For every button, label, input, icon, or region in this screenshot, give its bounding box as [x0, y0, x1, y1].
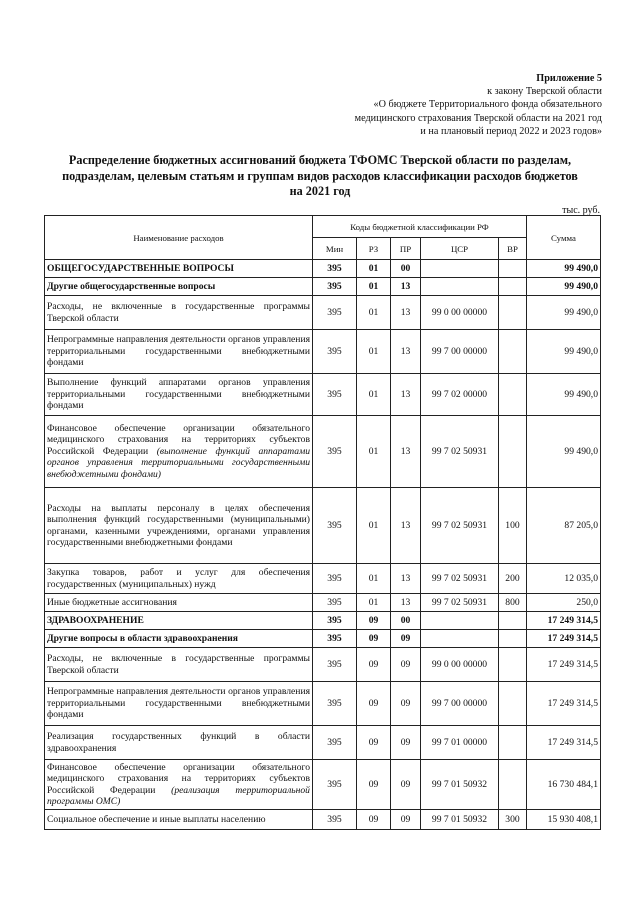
- table-row: [45, 296, 601, 330]
- cell-min: 395: [313, 260, 357, 278]
- cell-pr: 09: [391, 726, 421, 760]
- cell-min: 395: [313, 564, 357, 594]
- table-row: [45, 260, 601, 278]
- cell-name: [45, 296, 313, 330]
- cell-rz: 01: [357, 564, 391, 594]
- cell-min: 395: [313, 682, 357, 726]
- row-name-text: Социальное обеспечение и иные выплаты населению: [47, 813, 266, 825]
- cell-csr: 99 7 01 50932: [421, 810, 499, 830]
- units-label: тыс. руб.: [562, 205, 600, 216]
- cell-min: 395: [313, 612, 357, 630]
- cell-csr: 99 7 00 00000: [421, 330, 499, 374]
- cell-min: 395: [313, 488, 357, 564]
- table-row: [45, 810, 601, 830]
- cell-pr: 09: [391, 810, 421, 830]
- header-rz: РЗ: [357, 238, 391, 260]
- cell-pr: 13: [391, 278, 421, 296]
- table-row: [45, 278, 601, 296]
- header-vr: ВР: [499, 238, 527, 260]
- cell-rz: 09: [357, 630, 391, 648]
- header-sum: Сумма: [527, 216, 601, 260]
- row-name-text: Непрограммные направления деятельности органов управления территориальными государственными внебюджетными фондами: [47, 686, 310, 721]
- row-name-text: Другие вопросы в области здравоохранения: [47, 632, 238, 644]
- cell-vr: [499, 726, 527, 760]
- cell-min: 395: [313, 810, 357, 830]
- cell-sum: 12 035,0: [527, 564, 601, 594]
- row-name-text: Финансовое обеспечение организации обязательного медицинского страхования на территориях субъектов Российской Федерации: [47, 761, 310, 796]
- cell-sum: 99 490,0: [527, 374, 601, 416]
- table-row: [45, 374, 601, 416]
- cell-min: 395: [313, 648, 357, 682]
- row-name-text: Расходы, не включенные в государственные программы Тверской области: [47, 301, 310, 324]
- cell-csr: 99 7 02 50931: [421, 488, 499, 564]
- table-row: [45, 564, 601, 594]
- table-row: [45, 630, 601, 648]
- cell-vr: [499, 374, 527, 416]
- cell-vr: [499, 682, 527, 726]
- row-name-text: ЗДРАВООХРАНЕНИЕ: [47, 614, 144, 626]
- cell-sum: 17 249 314,5: [527, 682, 601, 726]
- cell-csr: 99 7 02 00000: [421, 374, 499, 416]
- cell-sum: 17 249 314,5: [527, 648, 601, 682]
- table-row: [45, 416, 601, 488]
- cell-csr: 99 0 00 00000: [421, 648, 499, 682]
- cell-sum: 87 205,0: [527, 488, 601, 564]
- cell-vr: 300: [499, 810, 527, 830]
- appendix-line: «О бюджете Территориального фонда обязательного: [373, 99, 602, 111]
- cell-rz: 01: [357, 374, 391, 416]
- cell-min: 395: [313, 594, 357, 612]
- cell-vr: 100: [499, 488, 527, 564]
- appendix-line: к закону Тверской области: [487, 86, 602, 98]
- cell-csr: 99 0 00 00000: [421, 296, 499, 330]
- table-row: [45, 726, 601, 760]
- cell-csr: 99 7 02 50931: [421, 416, 499, 488]
- document-title: [40, 153, 600, 200]
- cell-vr: [499, 260, 527, 278]
- cell-pr: 09: [391, 648, 421, 682]
- row-name-text: Другие общегосударственные вопросы: [47, 280, 216, 292]
- cell-vr: [499, 296, 527, 330]
- cell-pr: 13: [391, 330, 421, 374]
- cell-rz: 01: [357, 594, 391, 612]
- cell-rz: 01: [357, 488, 391, 564]
- cell-name: [45, 810, 313, 830]
- cell-min: 395: [313, 278, 357, 296]
- cell-name: [45, 260, 313, 278]
- cell-sum: 15 930 408,1: [527, 810, 601, 830]
- title-line: подразделам, целевым статьям и группам видов расходов классификации расходов бюджетов: [62, 168, 578, 183]
- cell-pr: 00: [391, 612, 421, 630]
- table-row: [45, 612, 601, 630]
- cell-sum: 99 490,0: [527, 296, 601, 330]
- appendix-line: и на плановый период 2022 и 2023 годов»: [420, 125, 602, 137]
- cell-csr: 99 7 01 50932: [421, 760, 499, 810]
- cell-min: 395: [313, 330, 357, 374]
- cell-name: [45, 374, 313, 416]
- row-name-note: (реализация территориальной программы ОМС): [47, 784, 310, 807]
- cell-csr: 99 7 02 50931: [421, 564, 499, 594]
- cell-sum: 16 730 484,1: [527, 760, 601, 810]
- row-name-text: Расходы на выплаты персоналу в целях обеспечения выполнения функций государственными (муниципальными) органами, казенными учреждениями, органами управления государственными внебюджетными фондами: [47, 502, 310, 548]
- cell-pr: 09: [391, 630, 421, 648]
- cell-min: 395: [313, 374, 357, 416]
- cell-pr: 13: [391, 564, 421, 594]
- title-line: на 2021 год: [289, 184, 351, 198]
- cell-rz: 01: [357, 278, 391, 296]
- header-codes: Коды бюджетной классификации РФ: [313, 216, 527, 238]
- cell-vr: 200: [499, 564, 527, 594]
- cell-pr: 13: [391, 296, 421, 330]
- cell-rz: 09: [357, 726, 391, 760]
- cell-csr: 99 7 00 00000: [421, 682, 499, 726]
- cell-rz: 09: [357, 612, 391, 630]
- row-name-text: Закупка товаров, работ и услуг для обеспечения государственных (муниципальных) нужд: [47, 567, 310, 590]
- cell-vr: [499, 648, 527, 682]
- cell-csr: [421, 630, 499, 648]
- cell-name: [45, 564, 313, 594]
- cell-vr: 800: [499, 594, 527, 612]
- cell-sum: 99 490,0: [527, 330, 601, 374]
- cell-min: 395: [313, 630, 357, 648]
- cell-csr: 99 7 01 00000: [421, 726, 499, 760]
- table-row: [45, 594, 601, 612]
- cell-sum: 99 490,0: [527, 416, 601, 488]
- row-name-text: Реализация государственных функций в области здравоохранения: [47, 731, 310, 754]
- cell-vr: [499, 278, 527, 296]
- row-name-text: Непрограммные направления деятельности органов управления территориальными государственными внебюджетными фондами: [47, 334, 310, 369]
- cell-rz: 01: [357, 296, 391, 330]
- cell-rz: 09: [357, 810, 391, 830]
- cell-vr: [499, 612, 527, 630]
- cell-name: [45, 648, 313, 682]
- cell-name: [45, 416, 313, 488]
- header-min: Мин: [313, 238, 357, 260]
- cell-pr: 13: [391, 488, 421, 564]
- table-row: [45, 648, 601, 682]
- row-name-text: Расходы, не включенные в государственные программы Тверской области: [47, 653, 310, 676]
- cell-sum: 17 249 314,5: [527, 726, 601, 760]
- cell-pr: 13: [391, 416, 421, 488]
- cell-pr: 00: [391, 260, 421, 278]
- row-name-text: Выполнение функций аппаратами органов управления территориальными государственными внебюджетными фондами: [47, 377, 310, 412]
- cell-csr: [421, 278, 499, 296]
- cell-name: [45, 330, 313, 374]
- cell-sum: 99 490,0: [527, 278, 601, 296]
- cell-rz: 01: [357, 416, 391, 488]
- table-row: [45, 488, 601, 564]
- cell-name: [45, 760, 313, 810]
- header-name: Наименование расходов: [45, 216, 313, 260]
- cell-name: [45, 594, 313, 612]
- cell-min: 395: [313, 296, 357, 330]
- cell-csr: [421, 612, 499, 630]
- row-name-text: ОБЩЕГОСУДАРСТВЕННЫЕ ВОПРОСЫ: [47, 262, 234, 274]
- cell-vr: [499, 630, 527, 648]
- table-row: [45, 330, 601, 374]
- cell-name: [45, 630, 313, 648]
- cell-rz: 01: [357, 330, 391, 374]
- cell-vr: [499, 416, 527, 488]
- cell-rz: 09: [357, 760, 391, 810]
- budget-table: [44, 215, 601, 830]
- cell-min: 395: [313, 416, 357, 488]
- cell-sum: 17 249 314,5: [527, 630, 601, 648]
- cell-csr: [421, 260, 499, 278]
- cell-sum: 17 249 314,5: [527, 612, 601, 630]
- cell-min: 395: [313, 760, 357, 810]
- cell-rz: 09: [357, 682, 391, 726]
- cell-csr: 99 7 02 50931: [421, 594, 499, 612]
- cell-pr: 09: [391, 682, 421, 726]
- cell-vr: [499, 330, 527, 374]
- cell-name: [45, 682, 313, 726]
- row-name-text: Финансовое обеспечение организации обязательного медицинского страхования на территориях субъектов Российской Федерации: [47, 422, 310, 457]
- cell-rz: 09: [357, 648, 391, 682]
- cell-sum: 250,0: [527, 594, 601, 612]
- title-line: Распределение бюджетных ассигнований бюджета ТФОМС Тверской области по разделам,: [68, 153, 572, 167]
- cell-name: [45, 278, 313, 296]
- cell-pr: 09: [391, 760, 421, 810]
- header-pr: ПР: [391, 238, 421, 260]
- row-name-note: (выполнение функций аппаратами органов управления территориальными государственными внебюджетными фондами): [47, 445, 310, 480]
- header-csr: ЦСР: [421, 238, 499, 260]
- cell-name: [45, 726, 313, 760]
- cell-sum: 99 490,0: [527, 260, 601, 278]
- appendix-block: [355, 72, 602, 138]
- appendix-number: Приложение 5: [536, 73, 602, 84]
- cell-pr: 13: [391, 374, 421, 416]
- table-row: [45, 760, 601, 810]
- cell-name: [45, 612, 313, 630]
- cell-pr: 13: [391, 594, 421, 612]
- row-name-text: Иные бюджетные ассигнования: [47, 596, 177, 608]
- cell-min: 395: [313, 726, 357, 760]
- cell-name: [45, 488, 313, 564]
- table-row: [45, 682, 601, 726]
- appendix-line: медицинского страхования Тверской области на 2021 год: [354, 112, 602, 124]
- cell-vr: [499, 760, 527, 810]
- cell-rz: 01: [357, 260, 391, 278]
